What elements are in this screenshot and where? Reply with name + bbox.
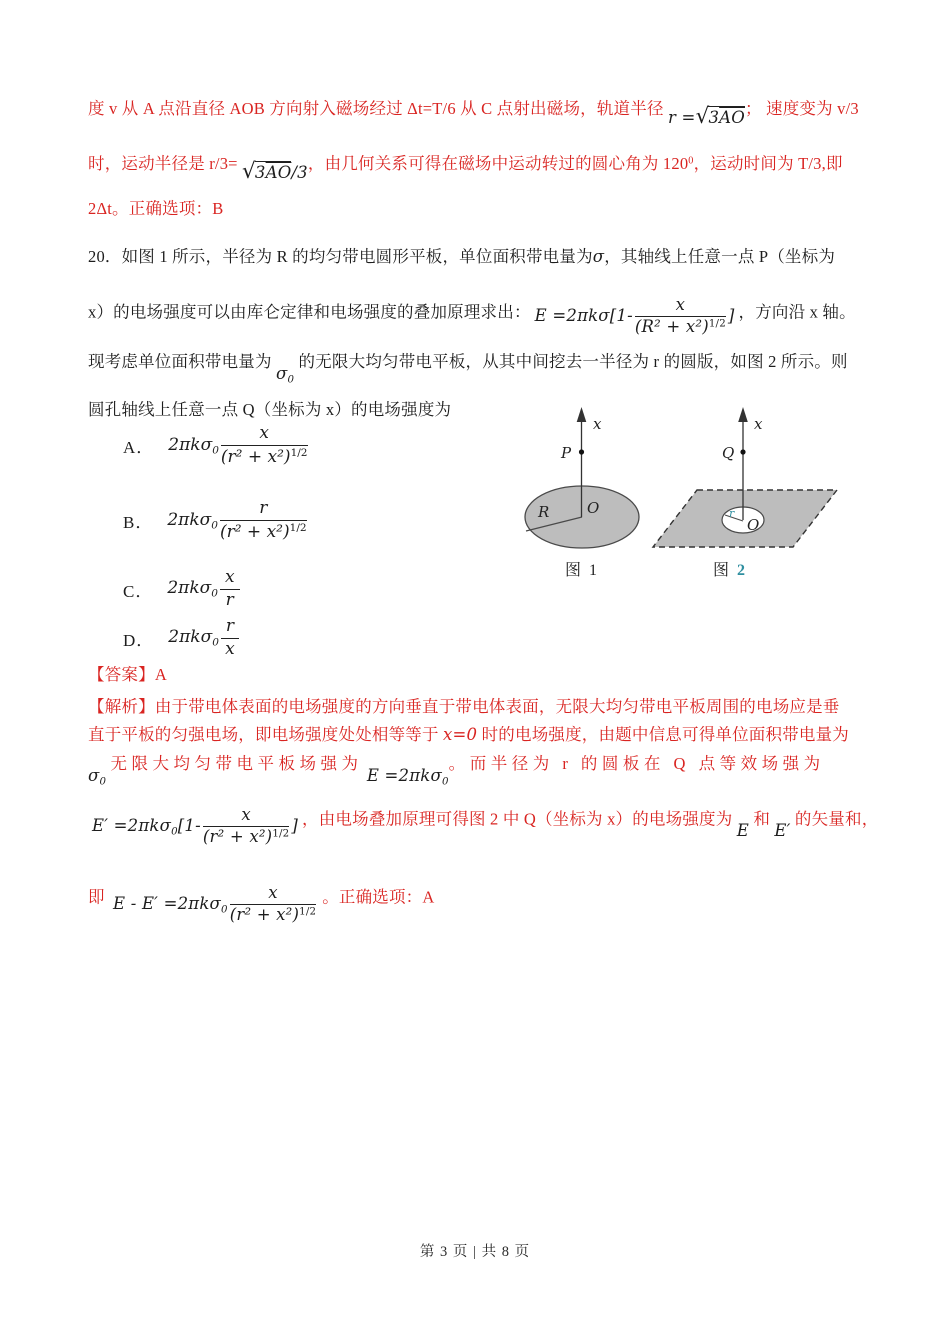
formula-E-prime: E′ =2πkσ$_0$[1- $\frac{x}{(r^2 + x^2)^{1/2}}$ ]	[92, 805, 299, 846]
analysis-text: 时的电场强度，由题中信息可得单位面积带电量为	[481, 725, 849, 744]
answer-line	[88, 661, 167, 685]
analysis-line2	[88, 721, 849, 745]
label-R: R	[538, 503, 550, 521]
question-text: x）的电场强度可以由库仑定律和电场强度的叠加原理求出：	[88, 302, 531, 322]
question20-line3	[88, 348, 848, 386]
formula-radius-third: $√3\overline{AO}/3$	[242, 159, 308, 184]
option-d-fraction: $\frac{r}{x}$	[221, 617, 239, 659]
label-Q: Q	[722, 444, 735, 462]
solution19-text: ；	[744, 99, 762, 118]
question20-line1	[88, 243, 835, 267]
figure-2-drawing	[645, 405, 865, 555]
option-c	[123, 568, 242, 610]
analysis-line5	[88, 878, 435, 924]
option-c-fraction: $\frac{x}{r}$	[220, 568, 240, 610]
point-P-dot	[579, 449, 584, 454]
option-c-coef: 2πkσ$_0$	[167, 578, 218, 600]
page-footer: 第 3 页 | 共 8 页	[419, 1244, 531, 1260]
analysis-correct-option: 。正确选项：A	[322, 887, 435, 907]
figure-2-number: 2	[737, 562, 747, 579]
solution19-text: 时，运动半径是 r/3=	[88, 154, 238, 173]
question20-line2	[88, 293, 856, 334]
option-b	[123, 499, 309, 542]
question-text: 圆孔轴线上任意一点 Q（坐标为 x）的电场强度为	[88, 400, 452, 419]
axis-label-x: x	[754, 415, 763, 433]
question-text: 如图 1 所示，半径为 R 的均匀带电圆形平板，单位面积带电量为	[121, 247, 593, 266]
question-text: ，其轴线上任意一点 P（坐标为	[604, 247, 836, 266]
analysis-text: 而半径为 r 的圆板在 Q 点等效场强为	[469, 754, 825, 773]
analysis-label: 【解析】	[88, 697, 155, 716]
analysis-text: 由于带电体表面的电场强度的方向垂直于带电体表面，无限大均匀带电平板周围的电场应是垂	[154, 697, 840, 716]
point-Q-dot	[740, 449, 745, 454]
option-b-label: B．	[123, 512, 154, 532]
analysis-text: 。	[448, 754, 466, 773]
question-text: ，方向沿 x 轴。	[738, 302, 856, 322]
solution19-text: ，由几何关系可得在磁场中运动转过的圆心角为 120	[307, 154, 689, 173]
option-b-fraction: $\frac{r}{(r^2 + x^2)^{1/2}}$	[219, 498, 307, 542]
question-text: 现考虑单位面积带电量为	[88, 352, 272, 371]
solution19-text: 度 v 从 A 点沿直径 AOB 方向射入磁场经过 Δt=T/6 从 C 点射出磁场，轨道半径	[88, 99, 664, 118]
label-O: O	[587, 499, 600, 517]
analysis-line1	[88, 693, 840, 717]
solution19-line2	[88, 150, 843, 184]
sigma0-symbol: $\sigma_0$	[88, 766, 107, 788]
superscript-zero: 0	[688, 155, 694, 167]
option-c-label: C．	[123, 581, 154, 601]
symbol-E-prime: E′	[774, 821, 791, 841]
analysis-text: 无限大均匀带电平板场强为	[110, 754, 363, 773]
solution19-text: 速度变为 v/3	[766, 99, 859, 118]
label-r: r	[729, 507, 735, 520]
analysis-line3	[88, 750, 825, 788]
option-a-fraction: $\frac{x}{(r^2 + x^2)^{1/2}}$	[220, 423, 308, 467]
option-a-coef: 2πkσ$_0$	[168, 434, 219, 457]
question20-line4	[88, 396, 451, 420]
option-d	[123, 617, 241, 659]
option-a	[123, 424, 310, 467]
option-d-coef: 2πkσ$_0$	[168, 627, 219, 649]
sigma0-symbol: $\sigma_0$	[276, 364, 295, 386]
solution19-text: ，运动时间为 T/3,即	[693, 154, 843, 173]
answer-label: 【答案】	[88, 665, 155, 684]
option-a-label: A．	[123, 437, 155, 457]
label-P: P	[561, 444, 572, 462]
axis-label-x: x	[593, 415, 602, 433]
analysis-line4	[88, 800, 879, 846]
analysis-text: 和	[753, 809, 771, 829]
sigma-symbol: σ	[592, 247, 605, 266]
solution19-line1	[88, 95, 859, 129]
option-d-label: D．	[123, 630, 155, 650]
answer-value: A	[154, 665, 167, 684]
solution19-correct-option: 2Δt。正确选项：B	[88, 199, 224, 218]
axis-arrowhead-icon	[577, 407, 587, 422]
formula-field-disk: E =2πkσ[1- $\frac{x}{(R^2 + x^2)^{1/2}}$ ]	[534, 295, 735, 336]
figure-2-caption: 图 2	[712, 562, 747, 579]
question-number: 20．	[88, 247, 122, 266]
analysis-text: 的矢量和，	[794, 809, 879, 829]
figure-1-caption: 图 1	[564, 562, 599, 579]
analysis-text: 直于平板的匀强电场，即电场强度处处相等等于	[88, 725, 439, 744]
analysis-text: 即	[88, 887, 105, 907]
formula-E-minus-Eprime: E - E′ =2πkσ$_0$ $\frac{x}{(r^2 + x^2)^{1/2}}$	[113, 883, 317, 924]
formula-radius: $r =√3\overline{AO}$	[668, 104, 745, 129]
label-O: O	[747, 516, 760, 534]
symbol-E: E	[736, 821, 750, 841]
solution19-line3	[88, 195, 223, 219]
formula-E-plate: E =2πkσ$_0$	[366, 766, 449, 788]
figure-2	[645, 405, 865, 590]
axis-arrowhead-icon	[738, 407, 748, 422]
option-b-coef: 2πkσ$_0$	[167, 509, 218, 532]
x-equals-zero: x=0	[443, 725, 478, 744]
analysis-text: ，由电场叠加原理可得图 2 中 Q（坐标为 x）的电场强度为	[302, 809, 733, 829]
question-text: 的无限大均匀带电平板，从其中间挖去一半径为 r 的圆版，如图 2 所示。则	[298, 352, 848, 371]
